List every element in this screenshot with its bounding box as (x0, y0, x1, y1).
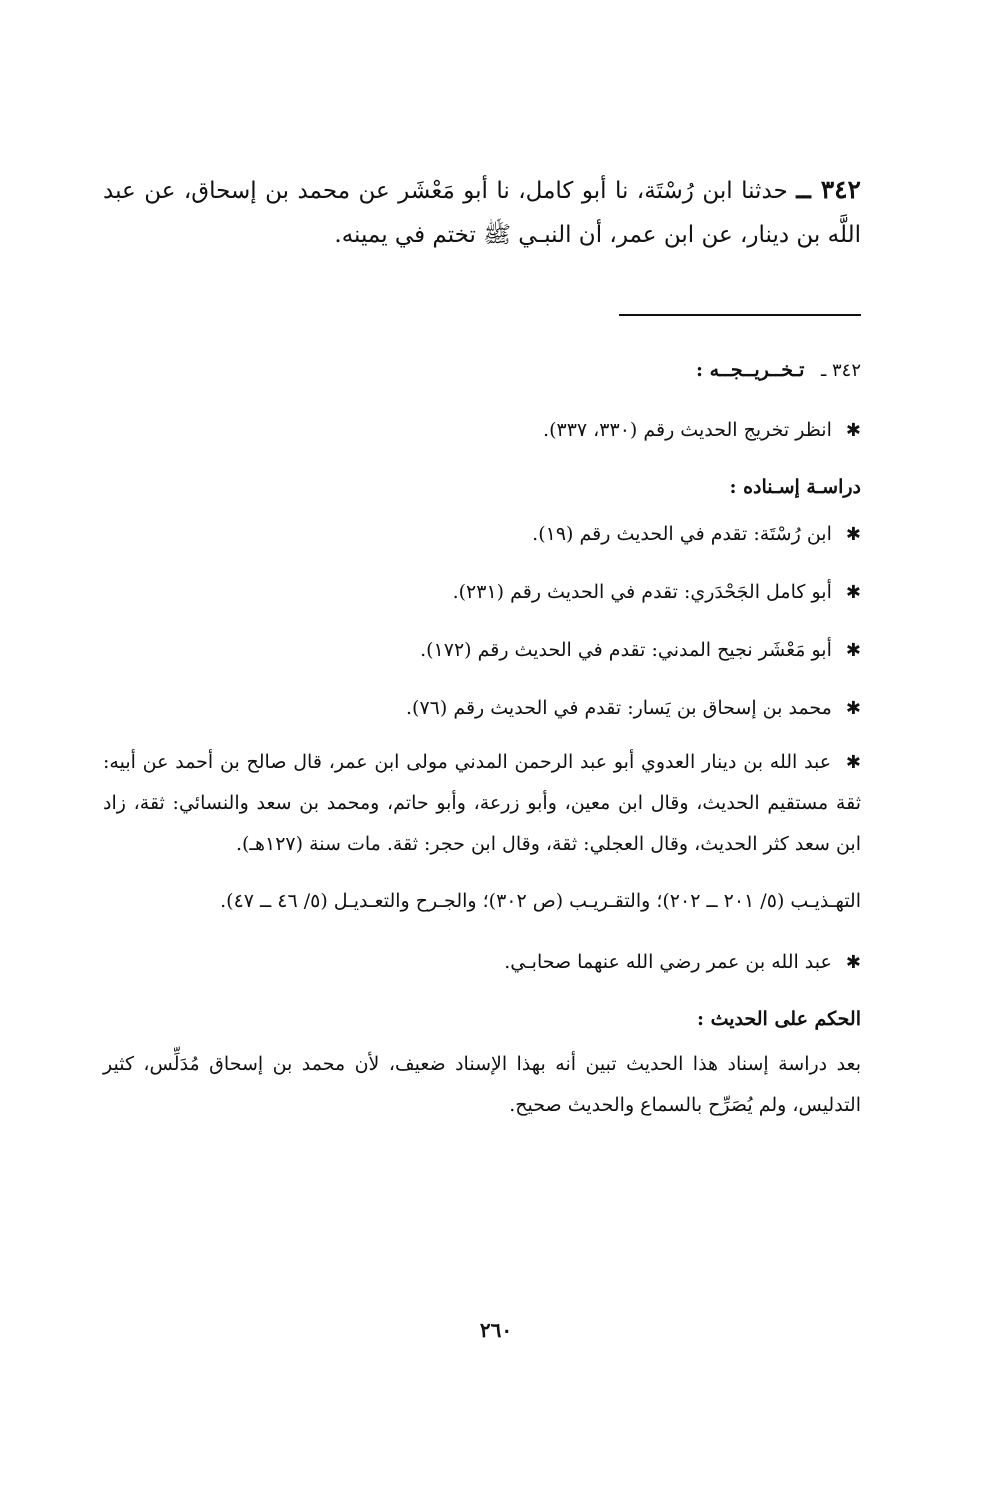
footnote-number: ٣٤٢ ـ (820, 360, 861, 381)
narrator-item (103, 516, 861, 552)
hadith-number: ٣٤٢ ــ (796, 175, 861, 204)
takhrij-text: انظر تخريج الحديث رقم (٣٣٠، ٣٣٧). (543, 419, 832, 441)
takhrij-heading (103, 350, 861, 390)
bullet-icon: ✱ (845, 952, 861, 973)
isnad-heading: دراسـة إسـناده : (729, 476, 861, 498)
narrator-text: أبو كامل الجَحْدَري: تقدم في الحديث رقم (٢٣١). (452, 581, 832, 603)
narrator-text: أبو مَعْشَر نجيح المدني: تقدم في الحديث رقم (١٧٢). (420, 639, 832, 661)
narrator-item (103, 944, 861, 980)
bullet-icon: ✱ (845, 752, 861, 773)
bullet-icon: ✱ (845, 524, 861, 545)
narrator-item (103, 574, 861, 610)
bullet-icon: ✱ (845, 420, 861, 441)
bullet-icon: ✱ (845, 640, 861, 661)
narrator-text: ابن رُسْتَة: تقدم في الحديث رقم (١٩). (532, 523, 832, 545)
narrator-text: محمد بن إسحاق بن يَسار: تقدم في الحديث رقم (٧٦). (406, 697, 832, 719)
takhrij-item (103, 412, 861, 448)
footnotes (103, 350, 861, 1126)
ruling-heading: الحكم على الحديث : (696, 1008, 861, 1030)
page-number: ٢٦٠ (479, 1318, 513, 1342)
references: التهـذيـب (٥/ ٢٠١ ــ ٢٠٢)؛ والتقـريـب (ص ٣٠٢)؛ والجـرح والتعـديـل (٥/ ٤٦ ــ ٤٧). (220, 890, 861, 912)
bullet-icon: ✱ (845, 698, 861, 719)
bullet-icon: ✱ (845, 582, 861, 603)
footnote-separator (619, 314, 861, 316)
bio-text: عبد الله بن دينار العدوي أبو عبد الرحمن المدني مولى ابن عمر، قال صالح بن أحمد عن أبيه: ثقة مستقيم الحديث، وقال ابن معين، وأبو زرعة، وأبو حاتم، ومحمد بن سعد والنسائي: ثقة، زاد ابن سعد كثر الحديث، وقال العجلي: ثقة، وقال ابن حجر: ثقة. مات سنة (١٢٧هـ). (103, 751, 861, 855)
takhrij-title: تـخــريــجــه : (695, 359, 805, 381)
hadith-text-block (103, 168, 861, 257)
ruling-text: بعد دراسة إسناد هذا الحديث تبين أنه بهذا الإسناد ضعيف، لأن محمد بن إسحاق مُدَلِّس، كثير التدليس، ولم يُصَرِّح بالسماع والحديث صحيح. (103, 1053, 861, 1116)
narrator-item (103, 690, 861, 726)
main-hadith (103, 168, 861, 257)
narrator-item (103, 632, 861, 668)
narrator-text: عبد الله بن عمر رضي الله عنهما صحابـي. (504, 951, 832, 973)
hadith-text: حدثنا ابن رُسْتَة، نا أبو كامل، نا أبو مَعْشَر عن محمد بن إسحاق، عن عبد اللَّه بن دينار، عن ابن عمر، أن النبـي ﷺ تختم في يمينه. (103, 178, 861, 248)
abdullah-dinar-bio (103, 742, 861, 865)
